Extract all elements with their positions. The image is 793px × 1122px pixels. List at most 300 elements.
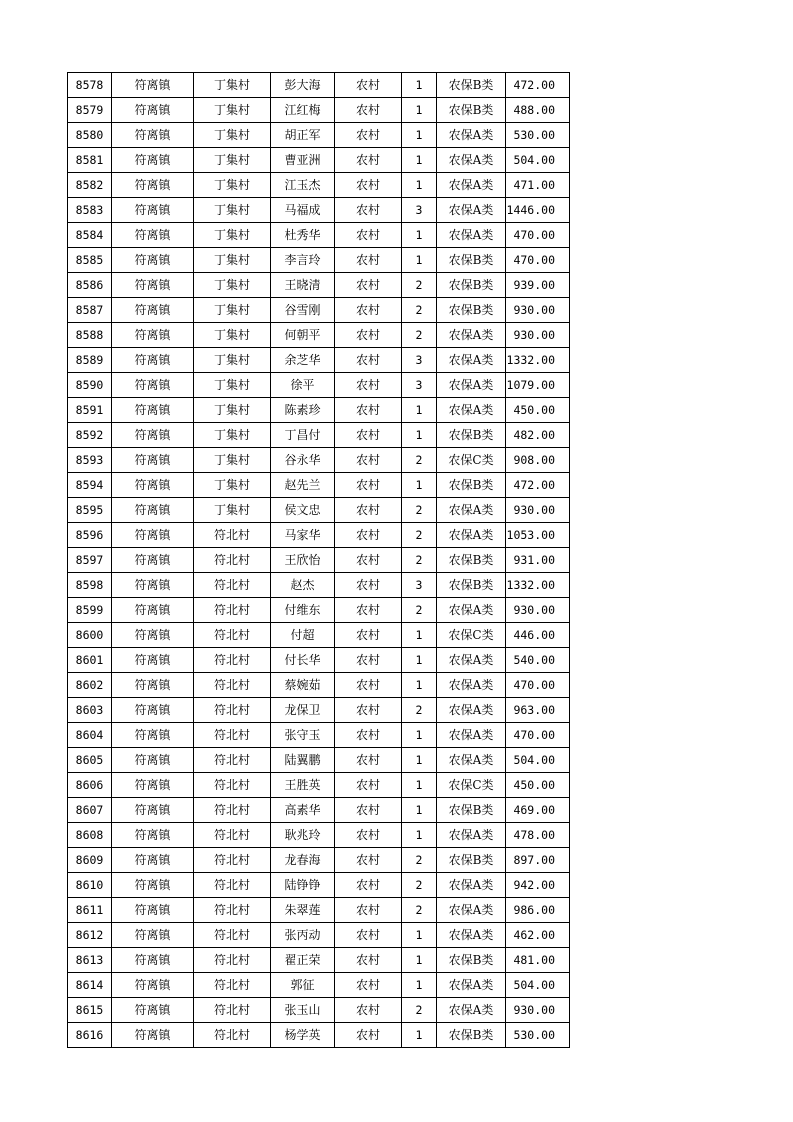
table-row xyxy=(68,348,570,373)
row-number-cell: 8614 xyxy=(68,973,112,998)
area-type-cell: 农村 xyxy=(335,448,402,473)
town-cell: 符离镇 xyxy=(112,898,194,923)
records-table xyxy=(67,72,570,1048)
insurance-type-cell: 农保A类 xyxy=(437,923,506,948)
row-number-cell: 8590 xyxy=(68,373,112,398)
row-number-cell: 8607 xyxy=(68,798,112,823)
insurance-type-cell: 农保A类 xyxy=(437,973,506,998)
row-number-cell: 8594 xyxy=(68,473,112,498)
amount-cell: 504.00 xyxy=(506,748,570,773)
household-count-cell: 1 xyxy=(402,623,437,648)
table-row xyxy=(68,98,570,123)
town-cell: 符离镇 xyxy=(112,398,194,423)
name-cell: 王欣怡 xyxy=(271,548,335,573)
household-count-cell: 2 xyxy=(402,273,437,298)
amount-cell: 931.00 xyxy=(506,548,570,573)
name-cell: 徐平 xyxy=(271,373,335,398)
amount-cell: 462.00 xyxy=(506,923,570,948)
area-type-cell: 农村 xyxy=(335,273,402,298)
village-cell: 丁集村 xyxy=(194,498,271,523)
table-row xyxy=(68,823,570,848)
table-row xyxy=(68,573,570,598)
insurance-type-cell: 农保A类 xyxy=(437,673,506,698)
name-cell: 付长华 xyxy=(271,648,335,673)
amount-cell: 1053.00 xyxy=(506,523,570,548)
amount-cell: 470.00 xyxy=(506,223,570,248)
village-cell: 符北村 xyxy=(194,848,271,873)
town-cell: 符离镇 xyxy=(112,723,194,748)
area-type-cell: 农村 xyxy=(335,423,402,448)
town-cell: 符离镇 xyxy=(112,798,194,823)
amount-cell: 530.00 xyxy=(506,1023,570,1048)
village-cell: 符北村 xyxy=(194,748,271,773)
name-cell: 朱翠莲 xyxy=(271,898,335,923)
row-number-cell: 8611 xyxy=(68,898,112,923)
row-number-cell: 8586 xyxy=(68,273,112,298)
table-row xyxy=(68,898,570,923)
village-cell: 丁集村 xyxy=(194,398,271,423)
village-cell: 丁集村 xyxy=(194,273,271,298)
town-cell: 符离镇 xyxy=(112,148,194,173)
village-cell: 丁集村 xyxy=(194,173,271,198)
insurance-type-cell: 农保A类 xyxy=(437,648,506,673)
insurance-type-cell: 农保A类 xyxy=(437,498,506,523)
town-cell: 符离镇 xyxy=(112,448,194,473)
name-cell: 杨学英 xyxy=(271,1023,335,1048)
row-number-cell: 8580 xyxy=(68,123,112,148)
area-type-cell: 农村 xyxy=(335,923,402,948)
row-number-cell: 8593 xyxy=(68,448,112,473)
village-cell: 符北村 xyxy=(194,573,271,598)
row-number-cell: 8598 xyxy=(68,573,112,598)
name-cell: 王胜英 xyxy=(271,773,335,798)
table-row xyxy=(68,723,570,748)
name-cell: 李言玲 xyxy=(271,248,335,273)
village-cell: 符北村 xyxy=(194,973,271,998)
household-count-cell: 2 xyxy=(402,998,437,1023)
amount-cell: 930.00 xyxy=(506,998,570,1023)
name-cell: 王晓清 xyxy=(271,273,335,298)
area-type-cell: 农村 xyxy=(335,673,402,698)
village-cell: 符北村 xyxy=(194,873,271,898)
household-count-cell: 1 xyxy=(402,673,437,698)
household-count-cell: 1 xyxy=(402,423,437,448)
amount-cell: 930.00 xyxy=(506,498,570,523)
village-cell: 符北村 xyxy=(194,698,271,723)
household-count-cell: 3 xyxy=(402,373,437,398)
table-row xyxy=(68,273,570,298)
insurance-type-cell: 农保B类 xyxy=(437,948,506,973)
area-type-cell: 农村 xyxy=(335,398,402,423)
amount-cell: 1079.00 xyxy=(506,373,570,398)
insurance-type-cell: 农保A类 xyxy=(437,823,506,848)
table-row xyxy=(68,648,570,673)
name-cell: 谷雪刚 xyxy=(271,298,335,323)
amount-cell: 1332.00 xyxy=(506,348,570,373)
amount-cell: 472.00 xyxy=(506,73,570,98)
household-count-cell: 3 xyxy=(402,573,437,598)
area-type-cell: 农村 xyxy=(335,173,402,198)
row-number-cell: 8582 xyxy=(68,173,112,198)
name-cell: 陆铮铮 xyxy=(271,873,335,898)
area-type-cell: 农村 xyxy=(335,123,402,148)
insurance-type-cell: 农保B类 xyxy=(437,423,506,448)
village-cell: 符北村 xyxy=(194,798,271,823)
insurance-type-cell: 农保A类 xyxy=(437,348,506,373)
row-number-cell: 8592 xyxy=(68,423,112,448)
town-cell: 符离镇 xyxy=(112,348,194,373)
row-number-cell: 8585 xyxy=(68,248,112,273)
amount-cell: 986.00 xyxy=(506,898,570,923)
amount-cell: 530.00 xyxy=(506,123,570,148)
village-cell: 符北村 xyxy=(194,823,271,848)
area-type-cell: 农村 xyxy=(335,948,402,973)
name-cell: 张玉山 xyxy=(271,998,335,1023)
village-cell: 丁集村 xyxy=(194,248,271,273)
town-cell: 符离镇 xyxy=(112,548,194,573)
area-type-cell: 农村 xyxy=(335,498,402,523)
village-cell: 丁集村 xyxy=(194,298,271,323)
insurance-type-cell: 农保A类 xyxy=(437,523,506,548)
town-cell: 符离镇 xyxy=(112,998,194,1023)
name-cell: 曹亚洲 xyxy=(271,148,335,173)
amount-cell: 470.00 xyxy=(506,248,570,273)
table-row xyxy=(68,623,570,648)
table-row xyxy=(68,848,570,873)
household-count-cell: 1 xyxy=(402,398,437,423)
row-number-cell: 8578 xyxy=(68,73,112,98)
row-number-cell: 8606 xyxy=(68,773,112,798)
village-cell: 符北村 xyxy=(194,523,271,548)
area-type-cell: 农村 xyxy=(335,648,402,673)
town-cell: 符离镇 xyxy=(112,923,194,948)
village-cell: 符北村 xyxy=(194,1023,271,1048)
row-number-cell: 8583 xyxy=(68,198,112,223)
household-count-cell: 1 xyxy=(402,148,437,173)
household-count-cell: 3 xyxy=(402,348,437,373)
area-type-cell: 农村 xyxy=(335,473,402,498)
village-cell: 丁集村 xyxy=(194,73,271,98)
name-cell: 侯文忠 xyxy=(271,498,335,523)
name-cell: 翟正荣 xyxy=(271,948,335,973)
insurance-type-cell: 农保C类 xyxy=(437,448,506,473)
name-cell: 胡正军 xyxy=(271,123,335,148)
table-row xyxy=(68,873,570,898)
row-number-cell: 8599 xyxy=(68,598,112,623)
amount-cell: 897.00 xyxy=(506,848,570,873)
area-type-cell: 农村 xyxy=(335,223,402,248)
insurance-type-cell: 农保B类 xyxy=(437,798,506,823)
insurance-type-cell: 农保B类 xyxy=(437,73,506,98)
area-type-cell: 农村 xyxy=(335,998,402,1023)
table-row xyxy=(68,423,570,448)
village-cell: 丁集村 xyxy=(194,323,271,348)
village-cell: 符北村 xyxy=(194,923,271,948)
household-count-cell: 1 xyxy=(402,823,437,848)
table-row xyxy=(68,223,570,248)
amount-cell: 470.00 xyxy=(506,723,570,748)
village-cell: 丁集村 xyxy=(194,148,271,173)
row-number-cell: 8601 xyxy=(68,648,112,673)
table-row xyxy=(68,198,570,223)
village-cell: 符北村 xyxy=(194,773,271,798)
table-row xyxy=(68,523,570,548)
amount-cell: 1332.00 xyxy=(506,573,570,598)
town-cell: 符离镇 xyxy=(112,948,194,973)
insurance-type-cell: 农保A类 xyxy=(437,198,506,223)
row-number-cell: 8597 xyxy=(68,548,112,573)
amount-cell: 450.00 xyxy=(506,398,570,423)
village-cell: 符北村 xyxy=(194,723,271,748)
amount-cell: 540.00 xyxy=(506,648,570,673)
row-number-cell: 8587 xyxy=(68,298,112,323)
name-cell: 余芝华 xyxy=(271,348,335,373)
household-count-cell: 2 xyxy=(402,523,437,548)
amount-cell: 942.00 xyxy=(506,873,570,898)
area-type-cell: 农村 xyxy=(335,73,402,98)
household-count-cell: 1 xyxy=(402,973,437,998)
row-number-cell: 8604 xyxy=(68,723,112,748)
town-cell: 符离镇 xyxy=(112,673,194,698)
area-type-cell: 农村 xyxy=(335,1023,402,1048)
area-type-cell: 农村 xyxy=(335,623,402,648)
insurance-type-cell: 农保A类 xyxy=(437,998,506,1023)
town-cell: 符离镇 xyxy=(112,523,194,548)
insurance-type-cell: 农保A类 xyxy=(437,898,506,923)
amount-cell: 471.00 xyxy=(506,173,570,198)
amount-cell: 482.00 xyxy=(506,423,570,448)
insurance-type-cell: 农保B类 xyxy=(437,273,506,298)
row-number-cell: 8613 xyxy=(68,948,112,973)
household-count-cell: 1 xyxy=(402,73,437,98)
village-cell: 丁集村 xyxy=(194,198,271,223)
household-count-cell: 2 xyxy=(402,598,437,623)
area-type-cell: 农村 xyxy=(335,248,402,273)
table-body xyxy=(68,73,570,1048)
village-cell: 符北村 xyxy=(194,673,271,698)
town-cell: 符离镇 xyxy=(112,423,194,448)
area-type-cell: 农村 xyxy=(335,848,402,873)
row-number-cell: 8581 xyxy=(68,148,112,173)
name-cell: 陆翼鹏 xyxy=(271,748,335,773)
insurance-type-cell: 农保A类 xyxy=(437,173,506,198)
village-cell: 符北村 xyxy=(194,548,271,573)
household-count-cell: 2 xyxy=(402,498,437,523)
household-count-cell: 1 xyxy=(402,748,437,773)
town-cell: 符离镇 xyxy=(112,473,194,498)
household-count-cell: 3 xyxy=(402,198,437,223)
area-type-cell: 农村 xyxy=(335,723,402,748)
amount-cell: 504.00 xyxy=(506,148,570,173)
town-cell: 符离镇 xyxy=(112,648,194,673)
village-cell: 符北村 xyxy=(194,648,271,673)
amount-cell: 469.00 xyxy=(506,798,570,823)
village-cell: 丁集村 xyxy=(194,223,271,248)
amount-cell: 1446.00 xyxy=(506,198,570,223)
area-type-cell: 农村 xyxy=(335,598,402,623)
table-row xyxy=(68,173,570,198)
town-cell: 符离镇 xyxy=(112,323,194,348)
town-cell: 符离镇 xyxy=(112,773,194,798)
household-count-cell: 1 xyxy=(402,123,437,148)
insurance-type-cell: 农保A类 xyxy=(437,723,506,748)
name-cell: 付超 xyxy=(271,623,335,648)
town-cell: 符离镇 xyxy=(112,123,194,148)
name-cell: 何朝平 xyxy=(271,323,335,348)
village-cell: 丁集村 xyxy=(194,348,271,373)
household-count-cell: 1 xyxy=(402,923,437,948)
table-row xyxy=(68,548,570,573)
insurance-type-cell: 农保A类 xyxy=(437,398,506,423)
household-count-cell: 1 xyxy=(402,648,437,673)
amount-cell: 472.00 xyxy=(506,473,570,498)
name-cell: 郭征 xyxy=(271,973,335,998)
table-row xyxy=(68,998,570,1023)
amount-cell: 504.00 xyxy=(506,973,570,998)
village-cell: 符北村 xyxy=(194,998,271,1023)
insurance-type-cell: 农保C类 xyxy=(437,623,506,648)
insurance-type-cell: 农保A类 xyxy=(437,373,506,398)
town-cell: 符离镇 xyxy=(112,748,194,773)
row-number-cell: 8589 xyxy=(68,348,112,373)
row-number-cell: 8612 xyxy=(68,923,112,948)
insurance-type-cell: 农保A类 xyxy=(437,323,506,348)
amount-cell: 908.00 xyxy=(506,448,570,473)
table-row xyxy=(68,473,570,498)
name-cell: 耿兆玲 xyxy=(271,823,335,848)
household-count-cell: 1 xyxy=(402,223,437,248)
town-cell: 符离镇 xyxy=(112,823,194,848)
household-count-cell: 1 xyxy=(402,173,437,198)
area-type-cell: 农村 xyxy=(335,323,402,348)
table-row xyxy=(68,298,570,323)
row-number-cell: 8610 xyxy=(68,873,112,898)
town-cell: 符离镇 xyxy=(112,198,194,223)
table-row xyxy=(68,323,570,348)
village-cell: 符北村 xyxy=(194,948,271,973)
name-cell: 付维东 xyxy=(271,598,335,623)
insurance-type-cell: 农保A类 xyxy=(437,873,506,898)
row-number-cell: 8605 xyxy=(68,748,112,773)
table-row xyxy=(68,673,570,698)
table-row xyxy=(68,123,570,148)
village-cell: 符北村 xyxy=(194,898,271,923)
area-type-cell: 农村 xyxy=(335,773,402,798)
village-cell: 符北村 xyxy=(194,623,271,648)
name-cell: 赵杰 xyxy=(271,573,335,598)
row-number-cell: 8602 xyxy=(68,673,112,698)
town-cell: 符离镇 xyxy=(112,1023,194,1048)
town-cell: 符离镇 xyxy=(112,598,194,623)
insurance-type-cell: 农保B类 xyxy=(437,98,506,123)
area-type-cell: 农村 xyxy=(335,373,402,398)
name-cell: 张守玉 xyxy=(271,723,335,748)
town-cell: 符离镇 xyxy=(112,373,194,398)
household-count-cell: 1 xyxy=(402,723,437,748)
area-type-cell: 农村 xyxy=(335,523,402,548)
name-cell: 张丙动 xyxy=(271,923,335,948)
household-count-cell: 1 xyxy=(402,1023,437,1048)
table-row xyxy=(68,798,570,823)
village-cell: 丁集村 xyxy=(194,473,271,498)
area-type-cell: 农村 xyxy=(335,873,402,898)
amount-cell: 470.00 xyxy=(506,673,570,698)
insurance-type-cell: 农保C类 xyxy=(437,773,506,798)
town-cell: 符离镇 xyxy=(112,973,194,998)
insurance-type-cell: 农保B类 xyxy=(437,573,506,598)
insurance-type-cell: 农保B类 xyxy=(437,248,506,273)
household-count-cell: 1 xyxy=(402,473,437,498)
household-count-cell: 1 xyxy=(402,798,437,823)
insurance-type-cell: 农保A类 xyxy=(437,698,506,723)
table-row xyxy=(68,973,570,998)
name-cell: 彭大海 xyxy=(271,73,335,98)
town-cell: 符离镇 xyxy=(112,223,194,248)
name-cell: 龙保卫 xyxy=(271,698,335,723)
table-row xyxy=(68,398,570,423)
village-cell: 丁集村 xyxy=(194,423,271,448)
household-count-cell: 2 xyxy=(402,323,437,348)
table-row xyxy=(68,498,570,523)
insurance-type-cell: 农保A类 xyxy=(437,123,506,148)
area-type-cell: 农村 xyxy=(335,973,402,998)
household-count-cell: 2 xyxy=(402,698,437,723)
amount-cell: 963.00 xyxy=(506,698,570,723)
area-type-cell: 农村 xyxy=(335,798,402,823)
name-cell: 江红梅 xyxy=(271,98,335,123)
insurance-type-cell: 农保B类 xyxy=(437,298,506,323)
insurance-type-cell: 农保A类 xyxy=(437,748,506,773)
name-cell: 江玉杰 xyxy=(271,173,335,198)
amount-cell: 488.00 xyxy=(506,98,570,123)
row-number-cell: 8584 xyxy=(68,223,112,248)
name-cell: 高素华 xyxy=(271,798,335,823)
row-number-cell: 8591 xyxy=(68,398,112,423)
amount-cell: 930.00 xyxy=(506,598,570,623)
insurance-type-cell: 农保A类 xyxy=(437,148,506,173)
table-row xyxy=(68,773,570,798)
household-count-cell: 2 xyxy=(402,898,437,923)
name-cell: 陈素珍 xyxy=(271,398,335,423)
name-cell: 龙春海 xyxy=(271,848,335,873)
area-type-cell: 农村 xyxy=(335,548,402,573)
village-cell: 丁集村 xyxy=(194,98,271,123)
household-count-cell: 2 xyxy=(402,298,437,323)
insurance-type-cell: 农保B类 xyxy=(437,548,506,573)
amount-cell: 478.00 xyxy=(506,823,570,848)
table-row xyxy=(68,73,570,98)
area-type-cell: 农村 xyxy=(335,348,402,373)
town-cell: 符离镇 xyxy=(112,873,194,898)
row-number-cell: 8603 xyxy=(68,698,112,723)
area-type-cell: 农村 xyxy=(335,148,402,173)
town-cell: 符离镇 xyxy=(112,173,194,198)
town-cell: 符离镇 xyxy=(112,73,194,98)
area-type-cell: 农村 xyxy=(335,198,402,223)
table-row xyxy=(68,698,570,723)
town-cell: 符离镇 xyxy=(112,498,194,523)
village-cell: 丁集村 xyxy=(194,373,271,398)
table-row xyxy=(68,948,570,973)
area-type-cell: 农村 xyxy=(335,823,402,848)
amount-cell: 930.00 xyxy=(506,298,570,323)
row-number-cell: 8608 xyxy=(68,823,112,848)
name-cell: 马家华 xyxy=(271,523,335,548)
amount-cell: 446.00 xyxy=(506,623,570,648)
household-count-cell: 2 xyxy=(402,848,437,873)
village-cell: 丁集村 xyxy=(194,123,271,148)
name-cell: 丁昌付 xyxy=(271,423,335,448)
